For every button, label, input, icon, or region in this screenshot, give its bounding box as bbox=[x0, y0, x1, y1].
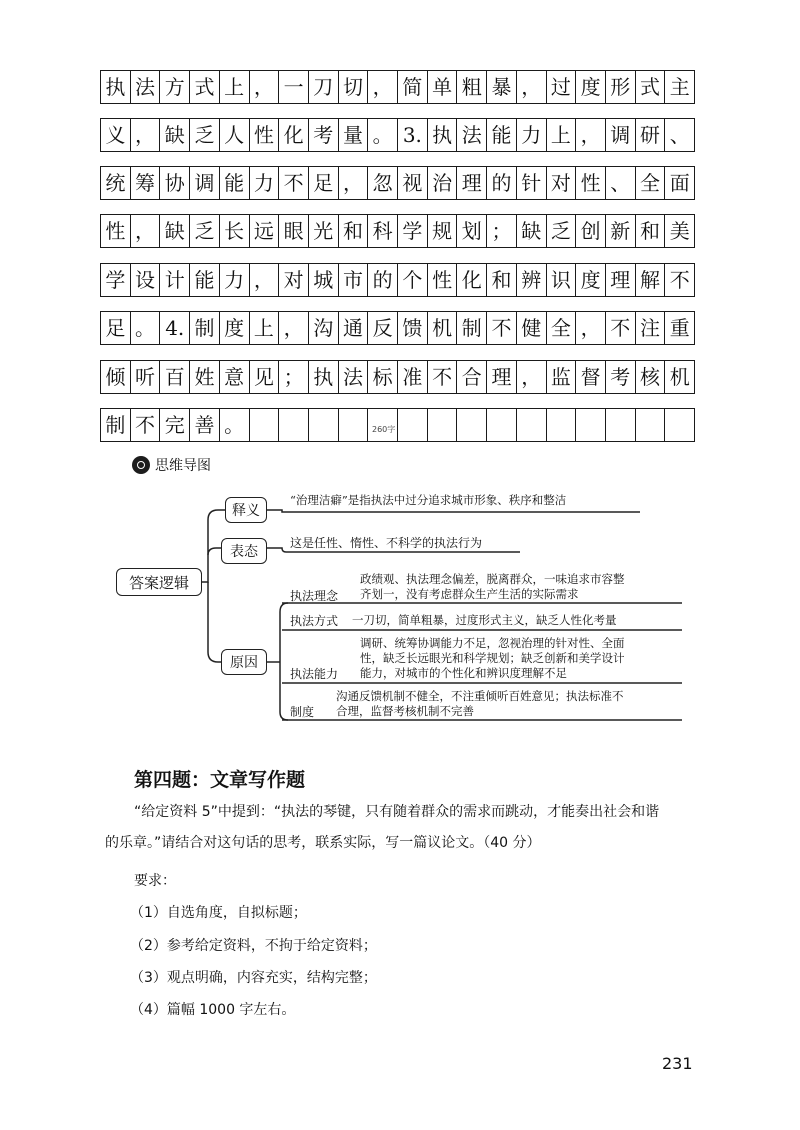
grid-cell: 人 bbox=[220, 119, 250, 151]
grid-cell: 识 bbox=[547, 264, 577, 296]
grid-cell: 度 bbox=[220, 312, 250, 344]
grid-cell: 反 bbox=[368, 312, 398, 344]
grid-cell: 不 bbox=[279, 167, 309, 199]
requirement-4: （4）篇幅 1000 字左右。 bbox=[130, 1002, 296, 1018]
grid-cell: 法 bbox=[339, 361, 369, 393]
grid-cell: 姓 bbox=[190, 361, 220, 393]
grid-cell: 化 bbox=[279, 119, 309, 151]
grid-cell: 。 bbox=[368, 119, 398, 151]
grid-cell: 量 bbox=[339, 119, 369, 151]
grid-cell: 长 bbox=[220, 215, 250, 247]
grid-cell: 理 bbox=[606, 264, 636, 296]
grid-cell: ， bbox=[368, 71, 398, 103]
cause-system-text-1: 沟通反馈机制不健全，不注重倾听百姓意见；执法标准不 bbox=[336, 689, 624, 703]
grid-cell: 眼 bbox=[279, 215, 309, 247]
grid-cell: 机 bbox=[669, 365, 690, 389]
grid-cell: 能 bbox=[220, 167, 250, 199]
grid-cell: 对 bbox=[279, 264, 309, 296]
cause-ability-text-3: 能力，对城市的个性化和辨识度理解不足 bbox=[360, 666, 567, 680]
grid-cell: 治 bbox=[428, 167, 458, 199]
grid-cell: 单 bbox=[428, 71, 458, 103]
grid-cell: ， bbox=[576, 119, 606, 151]
node-meaning: 释义 bbox=[225, 497, 267, 523]
grid-cell: ， bbox=[517, 71, 547, 103]
node-cause: 原因 bbox=[221, 649, 267, 675]
cause-ability-text-1: 调研、统筹协调能力不足，忽视治理的针对性、全面 bbox=[360, 636, 625, 650]
cause-idea-text-1: 政绩观、执法理念偏差，脱离群众，一味追求市容整 bbox=[360, 572, 625, 586]
grid-cell: 法 bbox=[131, 71, 161, 103]
grid-cell: 美 bbox=[669, 219, 690, 243]
question-prompt-line-2: 的乐章。”请结合对这句话的思考，联系实际，写一篇议论文。（40 分） bbox=[105, 835, 541, 851]
grid-cell: 力 bbox=[250, 167, 280, 199]
grid-cell: 理 bbox=[487, 361, 517, 393]
connector-appearance bbox=[208, 548, 222, 555]
grid-cell: 足 bbox=[101, 312, 131, 344]
grid-cell: 。 bbox=[131, 312, 161, 344]
grid-cell: 上 bbox=[220, 71, 250, 103]
grid-cell: 核 bbox=[636, 361, 666, 393]
grid-cell: 学 bbox=[398, 215, 428, 247]
grid-cell: 乏 bbox=[547, 215, 577, 247]
grid-cell: ， bbox=[517, 361, 547, 393]
grid-cell: 切 bbox=[339, 71, 369, 103]
grid-cell: 制 bbox=[190, 312, 220, 344]
grid-cell: 合 bbox=[457, 361, 487, 393]
grid-cell: 城 bbox=[309, 264, 339, 296]
grid-cell: 光 bbox=[309, 215, 339, 247]
grid-cell: 监 bbox=[547, 361, 577, 393]
appearance-text: 这是任性、惰性、不科学的执法行为 bbox=[290, 536, 483, 550]
grid-cell: ， bbox=[131, 119, 161, 151]
grid-cell: 不 bbox=[428, 361, 458, 393]
grid-cell: 力 bbox=[517, 119, 547, 151]
grid-cell: 调 bbox=[190, 167, 220, 199]
grid-cell: 督 bbox=[576, 361, 606, 393]
grid-cell: 针 bbox=[517, 167, 547, 199]
grid-cell: 视 bbox=[398, 167, 428, 199]
grid-cell: 科 bbox=[368, 215, 398, 247]
grid-cell: 性 bbox=[576, 167, 606, 199]
grid-cell: 性 bbox=[428, 264, 458, 296]
grid-cell: 制 bbox=[457, 312, 487, 344]
grid-cell: 足 bbox=[309, 167, 339, 199]
grid-cell: 健 bbox=[517, 312, 547, 344]
requirement-3: （3）观点明确，内容充实，结构完整； bbox=[130, 970, 377, 986]
grid-cell: 通 bbox=[339, 312, 369, 344]
grid-cell: ； bbox=[279, 361, 309, 393]
grid-cell: 完 bbox=[160, 409, 190, 441]
grid-cell: 力 bbox=[220, 264, 250, 296]
cause-method-label: 执法方式 bbox=[290, 614, 339, 628]
grid-cell: 标 bbox=[368, 361, 398, 393]
grid-cell: 形 bbox=[606, 71, 636, 103]
grid-cell: 不 bbox=[487, 312, 517, 344]
grid-cell: 制 bbox=[101, 409, 131, 441]
cause-ability-label: 执法能力 bbox=[290, 667, 339, 681]
grid-cell: 式 bbox=[190, 71, 220, 103]
grid-cell: 能 bbox=[487, 119, 517, 151]
grid-cell: 化 bbox=[457, 264, 487, 296]
grid-cell: 法 bbox=[457, 119, 487, 151]
grid-cell: 规 bbox=[428, 215, 458, 247]
grid-cell: 和 bbox=[339, 215, 369, 247]
grid-cell: 执 bbox=[101, 71, 131, 103]
grid-cell: 辨 bbox=[517, 264, 547, 296]
node-appearance: 表态 bbox=[221, 538, 267, 564]
grid-cell: ， bbox=[339, 167, 369, 199]
grid-cell: 主 bbox=[669, 75, 690, 99]
grid-cell: 筹 bbox=[131, 167, 161, 199]
grid-cell: 考 bbox=[309, 119, 339, 151]
grid-cell: 刀 bbox=[309, 71, 339, 103]
grid-cell: 上 bbox=[250, 312, 280, 344]
grid-cell: 性 bbox=[250, 119, 280, 151]
cause-idea-label: 执法理念 bbox=[290, 589, 339, 603]
mind-map-root: 答案逻辑 bbox=[116, 568, 202, 596]
grid-cell: 市 bbox=[339, 264, 369, 296]
grid-cell: 统 bbox=[101, 167, 131, 199]
grid-cell: 。 bbox=[220, 409, 250, 441]
grid-cell: 执 bbox=[309, 361, 339, 393]
cause-ability-text-2: 性，缺乏长远眼光和科学规划；缺乏创新和美学设计 bbox=[360, 651, 625, 665]
cause-system-text-2: 合理，监督考核机制不完善 bbox=[336, 704, 474, 718]
word-count: 260字 bbox=[372, 425, 396, 434]
grid-cell: 过 bbox=[547, 71, 577, 103]
grid-cell: 远 bbox=[250, 215, 280, 247]
grid-cell: 对 bbox=[547, 167, 577, 199]
requirement-1: （1）自选角度，自拟标题； bbox=[130, 905, 307, 921]
grid-cell: 乏 bbox=[190, 119, 220, 151]
grid-cell: 缺 bbox=[517, 215, 547, 247]
grid-cell: 听 bbox=[131, 361, 161, 393]
grid-cell: 和 bbox=[636, 215, 666, 247]
cause-idea-text-2: 齐划一，没有考虑群众生产生活的实际需求 bbox=[360, 587, 579, 601]
grid-cell: 新 bbox=[606, 215, 636, 247]
grid-cell: 划 bbox=[457, 215, 487, 247]
grid-cell: 忽 bbox=[368, 167, 398, 199]
grid-cell: 缺 bbox=[160, 119, 190, 151]
grid-cell: 调 bbox=[606, 119, 636, 151]
grid-cell: 上 bbox=[547, 119, 577, 151]
cause-method-text: 一刀切，简单粗暴，过度形式主义，缺乏人性化考量 bbox=[352, 613, 617, 627]
requirements-label: 要求： bbox=[134, 873, 176, 889]
grid-cell: 全 bbox=[636, 167, 666, 199]
grid-cell: ， bbox=[279, 312, 309, 344]
grid-cell: 乏 bbox=[190, 215, 220, 247]
mind-map-title: 思维导图 bbox=[155, 458, 211, 474]
grid-cell: 的 bbox=[487, 167, 517, 199]
grid-cell: 方 bbox=[160, 71, 190, 103]
grid-cell: 意 bbox=[220, 361, 250, 393]
grid-cell: 粗 bbox=[457, 71, 487, 103]
grid-cell: 简 bbox=[398, 71, 428, 103]
grid-cell: 全 bbox=[547, 312, 577, 344]
grid-cell: 面 bbox=[669, 171, 690, 195]
grid-cell: ； bbox=[487, 215, 517, 247]
grid-cell: 缺 bbox=[160, 215, 190, 247]
grid-cell: 3. bbox=[398, 119, 428, 151]
grid-cell: 一 bbox=[279, 71, 309, 103]
grid-cell: 准 bbox=[398, 361, 428, 393]
grid-cell: 、 bbox=[669, 123, 690, 147]
grid-cell: 机 bbox=[428, 312, 458, 344]
grid-cell: 善 bbox=[190, 409, 220, 441]
grid-cell: 考 bbox=[606, 361, 636, 393]
question-title: 第四题：文章写作题 bbox=[134, 769, 306, 791]
grid-cell: 执 bbox=[428, 119, 458, 151]
grid-cell: 研 bbox=[636, 119, 666, 151]
underline-meaning bbox=[266, 510, 640, 512]
grid-cell: 重 bbox=[669, 316, 690, 340]
grid-cell: 设 bbox=[131, 264, 161, 296]
grid-cell: 度 bbox=[576, 264, 606, 296]
page-number: 231 bbox=[662, 1054, 693, 1073]
grid-cell: 注 bbox=[636, 312, 666, 344]
grid-cell: 暴 bbox=[487, 71, 517, 103]
grid-cell: 不 bbox=[606, 312, 636, 344]
grid-cell: 解 bbox=[636, 264, 666, 296]
grid-cell: 度 bbox=[576, 71, 606, 103]
grid-cell: 性 bbox=[101, 215, 131, 247]
grid-cell: 计 bbox=[160, 264, 190, 296]
grid-cell: 4. bbox=[160, 312, 190, 344]
grid-cell: 不 bbox=[669, 268, 690, 292]
meaning-text: “治理洁癖”是指执法中过分追求城市形象、秩序和整洁 bbox=[290, 493, 567, 507]
grid-cell: 创 bbox=[576, 215, 606, 247]
grid-cell: 理 bbox=[457, 167, 487, 199]
question-prompt-line-1: “给定资料 5”中提到：“执法的琴键，只有随着群众的需求而跳动，才能奏出社会和谐 bbox=[134, 804, 660, 820]
grid-cell: ， bbox=[250, 71, 280, 103]
grid-cell: 协 bbox=[160, 167, 190, 199]
grid-cell: 沟 bbox=[309, 312, 339, 344]
grid-cell: 、 bbox=[606, 167, 636, 199]
grid-cell: 馈 bbox=[398, 312, 428, 344]
grid-cell: ， bbox=[131, 215, 161, 247]
grid-cell: 和 bbox=[487, 264, 517, 296]
grid-cell: 能 bbox=[190, 264, 220, 296]
requirement-2: （2）参考给定资料，不拘于给定资料； bbox=[130, 938, 377, 954]
grid-cell: 式 bbox=[636, 71, 666, 103]
grid-cell: 学 bbox=[101, 264, 131, 296]
grid-cell: 的 bbox=[368, 264, 398, 296]
cause-bracket bbox=[280, 603, 288, 720]
connector-cause bbox=[208, 582, 222, 662]
cause-system-label: 制度 bbox=[290, 705, 315, 719]
grid-cell: 见 bbox=[250, 361, 280, 393]
grid-cell: ， bbox=[576, 312, 606, 344]
grid-cell: ， bbox=[250, 264, 280, 296]
grid-cell: 百 bbox=[160, 361, 190, 393]
grid-cell: 倾 bbox=[101, 361, 131, 393]
grid-cell: 不 bbox=[131, 409, 161, 441]
grid-cell: 义 bbox=[101, 119, 131, 151]
grid-cell: 个 bbox=[398, 264, 428, 296]
